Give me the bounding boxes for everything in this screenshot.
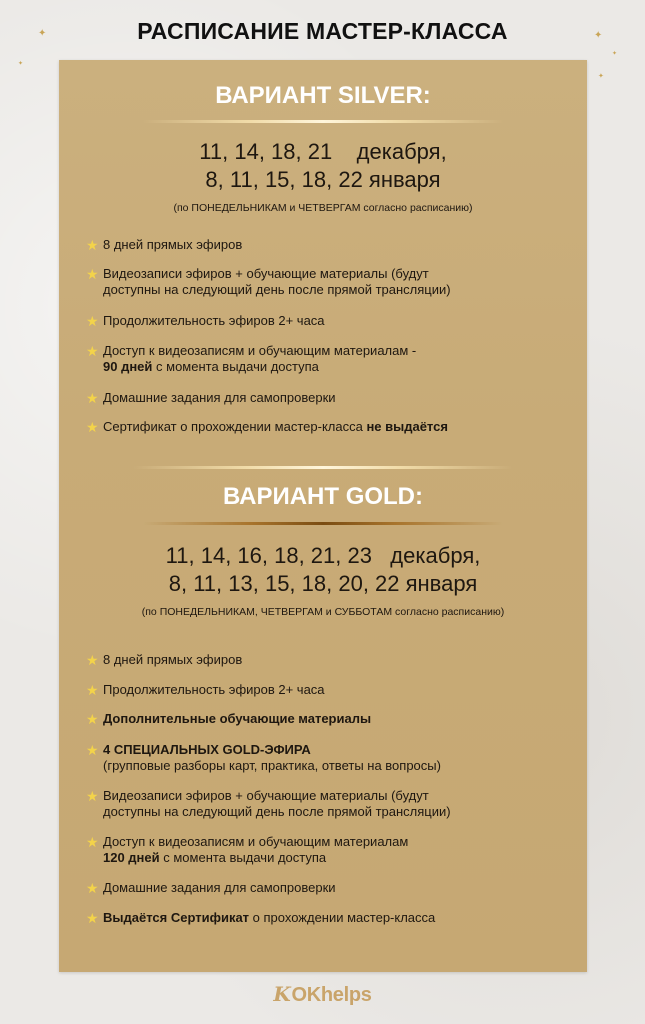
page-title: РАСПИСАНИЕ МАСТЕР-КЛАССА [137, 18, 508, 44]
silver-dates: 11, 14, 18, 21 декабря, 8, 11, 15, 18, 22 января [199, 139, 447, 192]
star-icon: ★ [86, 266, 99, 282]
gold-note: (по ПОНЕДЕЛЬНИКАМ, ЧЕТВЕРГАМ и СУББОТАМ согласно расписанию) [141, 606, 505, 618]
sparkle-icon: ✦ [594, 30, 603, 41]
star-icon: ★ [86, 313, 99, 329]
gold-divider [143, 522, 503, 525]
silver-divider [143, 120, 503, 123]
star-icon: ★ [86, 742, 99, 758]
gold-dates: 11, 14, 16, 18, 21, 23 декабря, 8, 11, 13, 15, 18, 20, 22 января [165, 543, 481, 596]
star-icon: ★ [86, 788, 99, 804]
star-icon: ★ [86, 682, 99, 698]
schedule-panel: ВАРИАНТ SILVER: 11, 14, 18, 21 декабря, 8, 11, 15, 18, 22 января (по ПОНЕДЕЛЬНИКАМ и ЧЕТВЕРГАМ согласно расписанию) ★ 8 дней прямых эфиров ★ Видеозаписи эфиров + обучающие материалы (будут доступны на следующий день после прямой трансляции) ★ Продолжительность эфиров 2+ часа ★ Доступ к видеозаписям и обучающим материалам - 90 дней с момента выдачи доступа ★ Домашние задания для самопроверки ★ Сертификат о прохождении мастер-класса не выдаётся ВАРИАНТ GOLD: 11, 14, 16, 18, 21, 23 декабря, 8, 11, 13, 15, 18, 20, 22 января (по ПОНЕДЕЛЬНИКАМ, ЧЕТВЕРГАМ и СУББОТАМ согласно расписанию) ★ 8 дней прямых эфиров ★ Продолжительность эфиров 2+ часа ★ Дополнительные обучающие материалы ★ 4 СПЕЦИАЛЬНЫХ GOLD-ЭФИРА (групповые разборы карт, практика, ответы на вопросы) ★ Видеозаписи эфиров + обучающие материалы (будут доступны на следующий день после прямой трансляции) ★ Доступ к видеозаписям и обучающим материалам 120 дней с момента выдачи доступа ★ Домашние задания для самопроверки ★ Выдаётся Сертификат о прохождении мастер-класса [59, 60, 587, 972]
star-icon: ★ [86, 652, 99, 668]
okhelps-logo: KOKhelps [273, 982, 372, 1006]
sparkle-icon: ✦ [38, 28, 47, 39]
star-icon: ★ [86, 834, 99, 850]
logo-mark-icon: K [273, 982, 291, 1006]
star-icon: ★ [86, 910, 99, 926]
star-icon: ★ [86, 419, 99, 435]
section-divider [133, 466, 513, 469]
star-icon: ★ [86, 711, 99, 727]
star-icon: ★ [86, 343, 99, 359]
sparkle-icon: ✦ [598, 73, 604, 80]
star-icon: ★ [86, 390, 99, 406]
star-icon: ★ [86, 880, 99, 896]
silver-note: (по ПОНЕДЕЛЬНИКАМ и ЧЕТВЕРГАМ согласно расписанию) [173, 202, 473, 214]
silver-title: ВАРИАНТ SILVER: [215, 82, 431, 109]
sparkle-icon: ✦ [18, 61, 24, 67]
star-icon: ★ [86, 237, 99, 253]
sparkle-icon: ✦ [612, 51, 618, 57]
gold-title: ВАРИАНТ GOLD: [222, 483, 424, 510]
